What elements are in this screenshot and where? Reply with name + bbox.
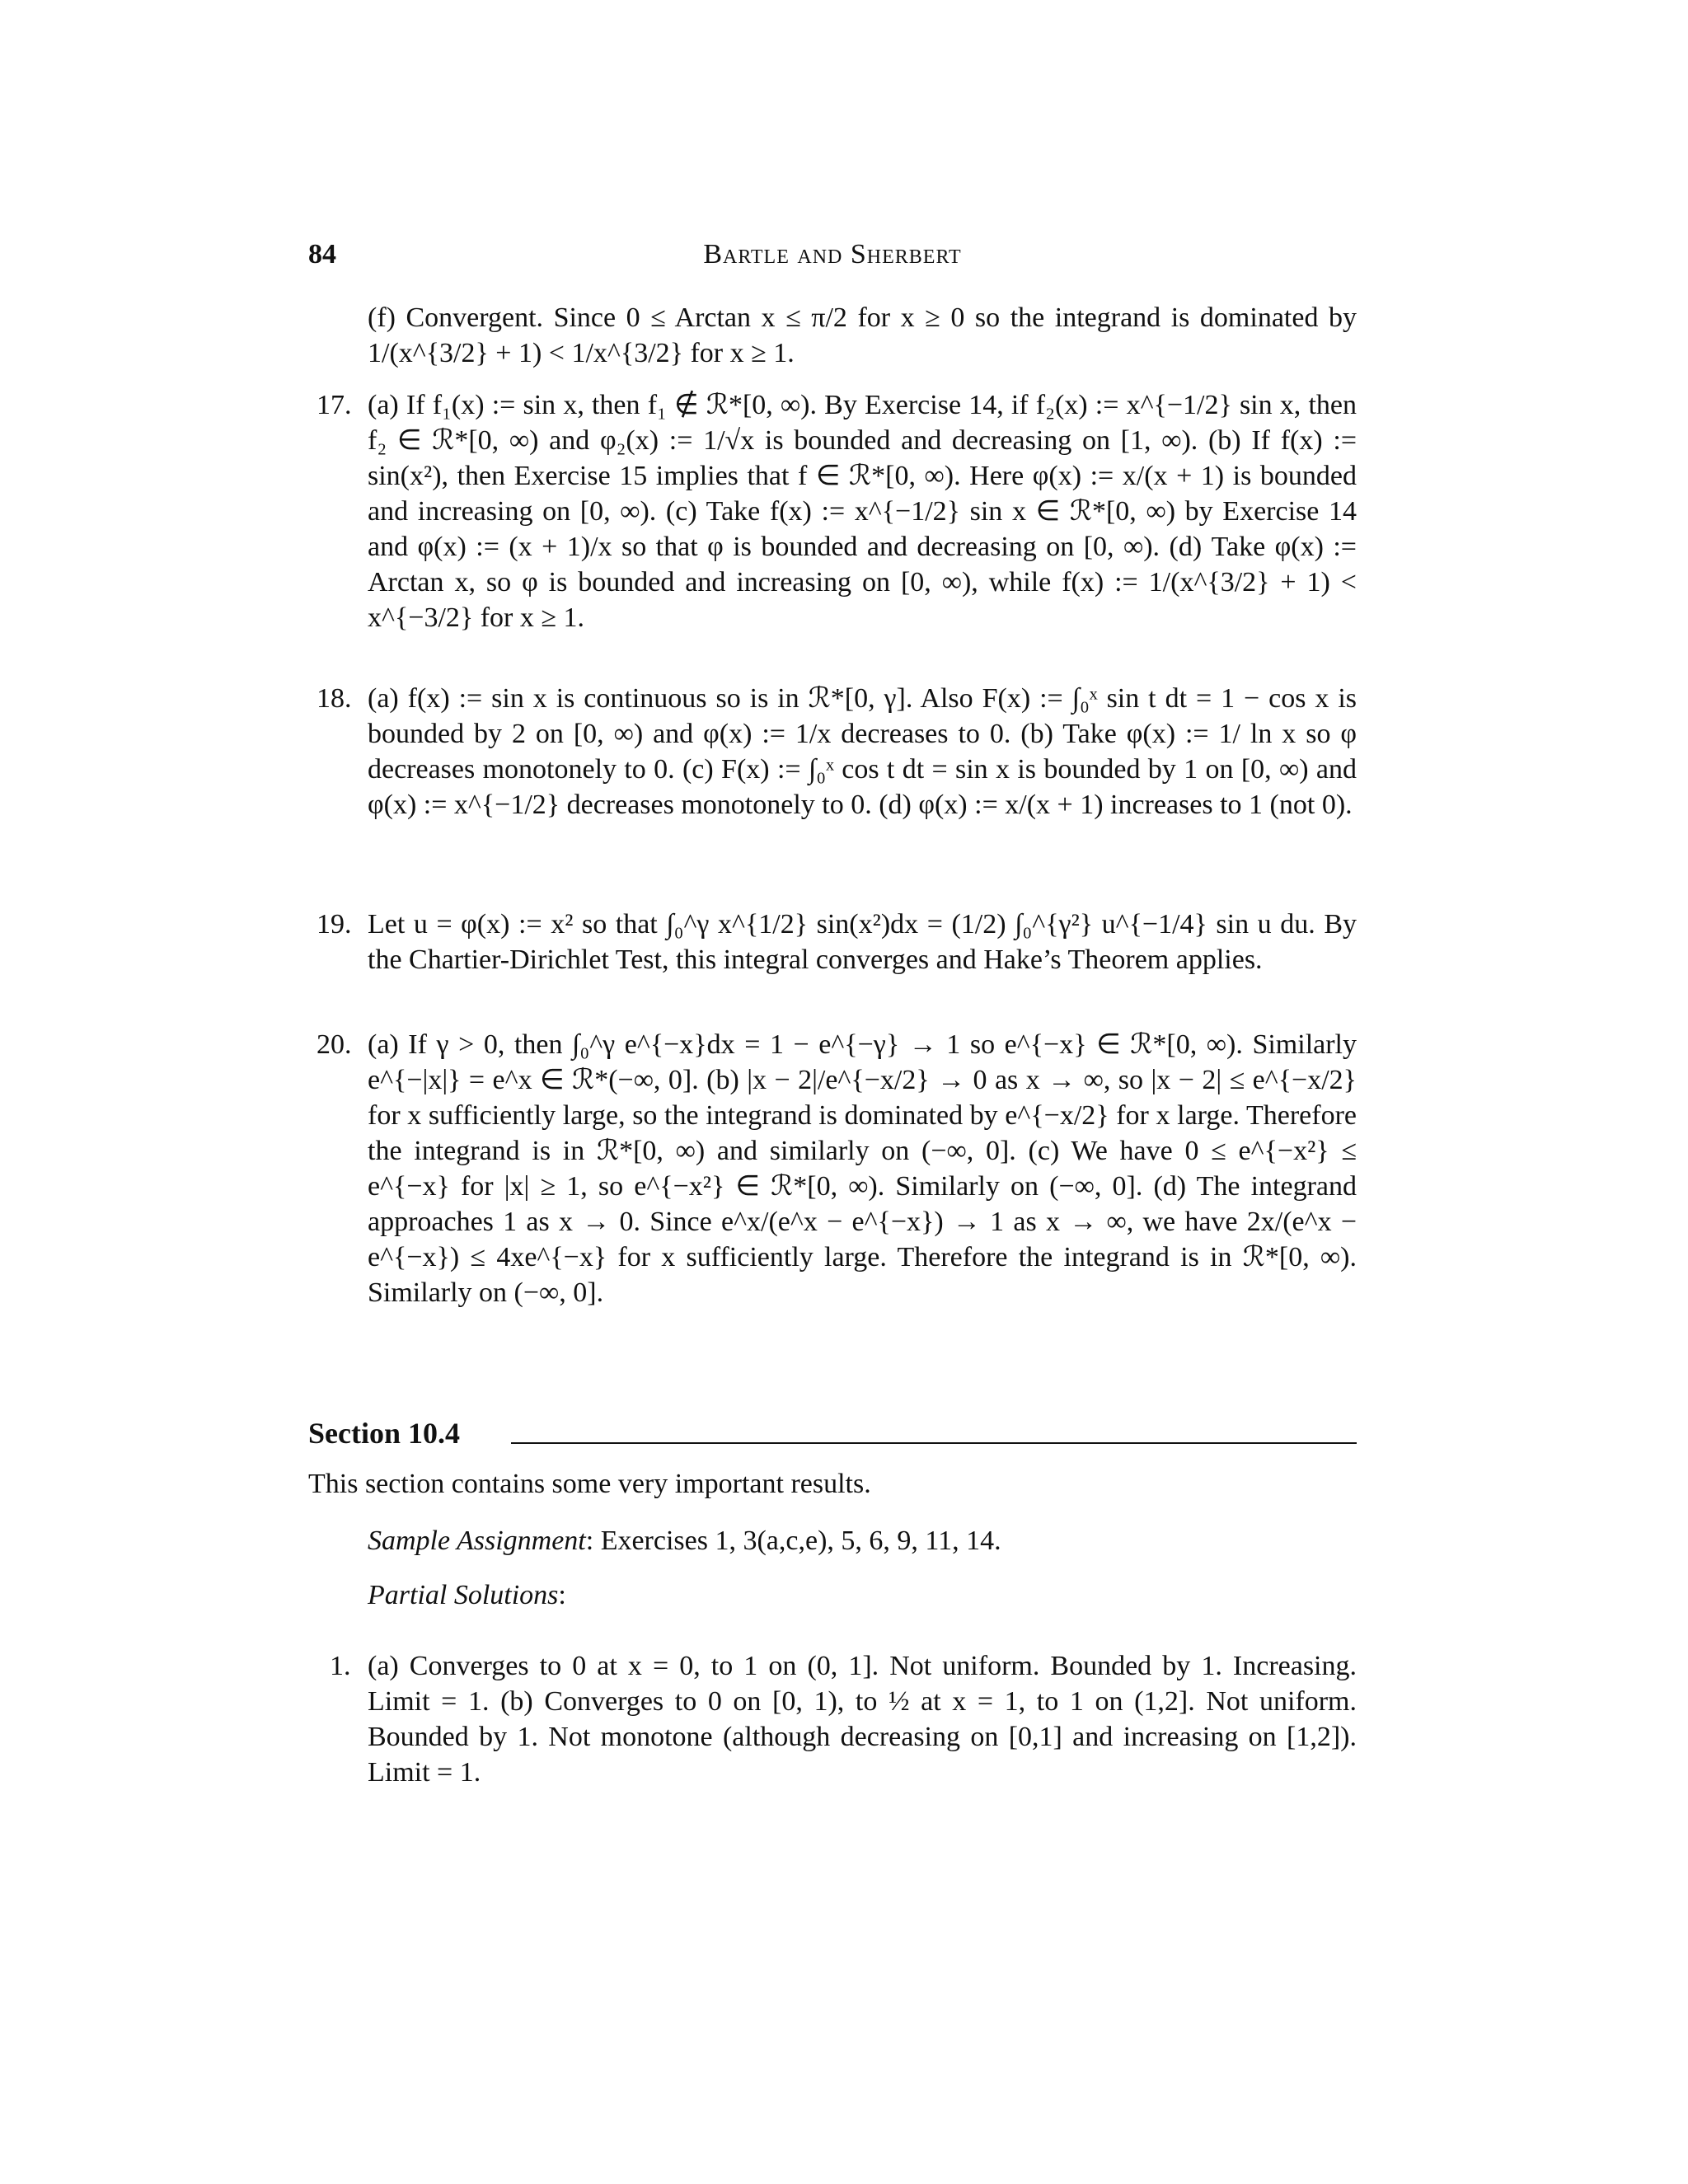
sample-assignment [368,1523,1001,1558]
solution-16f-text: (f) Convergent. Since 0 ≤ Arctan x ≤ π/2 for x ≥ 0 so the integrand is dominated by 1/(x^{3/2} + 1) < 1/x^{3/2} for x ≥ 1. [368,302,1357,368]
solution-1-text: (a) Converges to 0 at x = 0, to 1 on (0, 1]. Not uniform. Bounded by 1. Increasing. Limit = 1. (b) Converges to 0 on [0, 1), to ½ at x = 1, to 1 on (1,2]. Not uniform. Bounded by 1. Not monotone (although decreasing on [0,1] and increasing on [1,2]). Limit = 1. [368,1651,1357,1788]
page-header [308,239,1357,279]
section-intro: This section contains some very important results. [308,1469,871,1499]
solution-20-text: (a) If γ > 0, then ∫₀^γ e^{−x}dx = 1 − e^{−γ} → 1 so e^{−x} ∈ ℛ*[0, ∞). Similarly e^{−|x|} = e^x ∈ ℛ*(−∞, 0]. (b) |x − 2|/e^{−x/2} → 0 as x → ∞, so |x − 2| ≤ e^{−x/2} for x sufficiently large, so the integrand is dominated by e^{−x/2} for x large. Therefore the integrand is in ℛ*[0, ∞) and similarly on (−∞, 0]. (c) We have 0 ≤ e^{−x²} ≤ e^{−x} for |x| ≥ 1, so e^{−x²} ∈ ℛ*[0, ∞). Similarly on (−∞, 0]. (d) The integrand approaches 1 as x → 0. Since e^x/(e^x − e^{−x}) → 1 as x → ∞, we have 2x/(e^x − e^{−x}) ≤ 4xe^{−x} for x sufficiently large. Therefore the integrand is in ℛ*[0, ∞). Similarly on (−∞, 0]. [368,1029,1357,1308]
exercise-number-19: 19. [316,909,352,940]
running-title: Bartle and Sherbert [703,239,962,269]
exercise-number-20: 20. [316,1029,352,1060]
solution-19-text: Let u = φ(x) := x² so that ∫₀^γ x^{1/2} sin(x²)dx = (1/2) ∫₀^{γ²} u^{−1/4} sin u du. By the Chartier-Dirichlet Test, this integral converges and Hake’s Theorem applies. [368,909,1357,975]
exercise-number-17: 17. [316,390,352,420]
section-rule [511,1442,1357,1444]
exercise-number-18: 18. [316,683,352,714]
sample-assignment-text: : Exercises 1, 3(a,c,e), 5, 6, 9, 11, 14. [585,1526,1001,1556]
section-title: Section 10.4 [308,1417,460,1450]
partial-solutions-colon: : [558,1580,566,1610]
solution-18-text: (a) f(x) := sin x is continuous so is in ℛ*[0, γ]. Also F(x) := ∫₀ˣ sin t dt = 1 − cos x is bounded by 2 on [0, ∞) and φ(x) := 1/x decreases to 0. (b) Take φ(x) := 1/ ln x so φ decreases monotonely to 0. (c) F(x) := ∫₀ˣ cos t dt = sin x is bounded by 1 on [0, ∞) and φ(x) := x^{−1/2} decreases monotonely to 0. (d) φ(x) := x/(x + 1) increases to 1 (not 0). [368,683,1357,820]
partial-solutions-label: Partial Solutions [368,1580,559,1610]
solution-17-text: (a) If f₁(x) := sin x, then f₁ ∉ ℛ*[0, ∞). By Exercise 14, if f₂(x) := x^{−1/2} sin x, then f₂ ∈ ℛ*[0, ∞) and φ₂(x) := 1/√x is bounded and decreasing on [1, ∞). (b) If f(x) := sin(x²), then Exercise 15 implies that f ∈ ℛ*[0, ∞). Here φ(x) := x/(x + 1) is bounded and increasing on [0, ∞). (c) Take f(x) := x^{−1/2} sin x ∈ ℛ*[0, ∞) by Exercise 14 and φ(x) := (x + 1)/x so that φ is bounded and decreasing on [0, ∞). (d) Take φ(x) := Arctan x, so φ is bounded and increasing on [0, ∞), while f(x) := 1/(x^{3/2} + 1) < x^{−3/2} for x ≥ 1. [368,390,1357,633]
page-number: 84 [308,239,336,269]
solution-number-1: 1. [330,1651,351,1681]
sample-assignment-label: Sample Assignment [368,1526,586,1556]
partial-solutions [368,1577,566,1613]
